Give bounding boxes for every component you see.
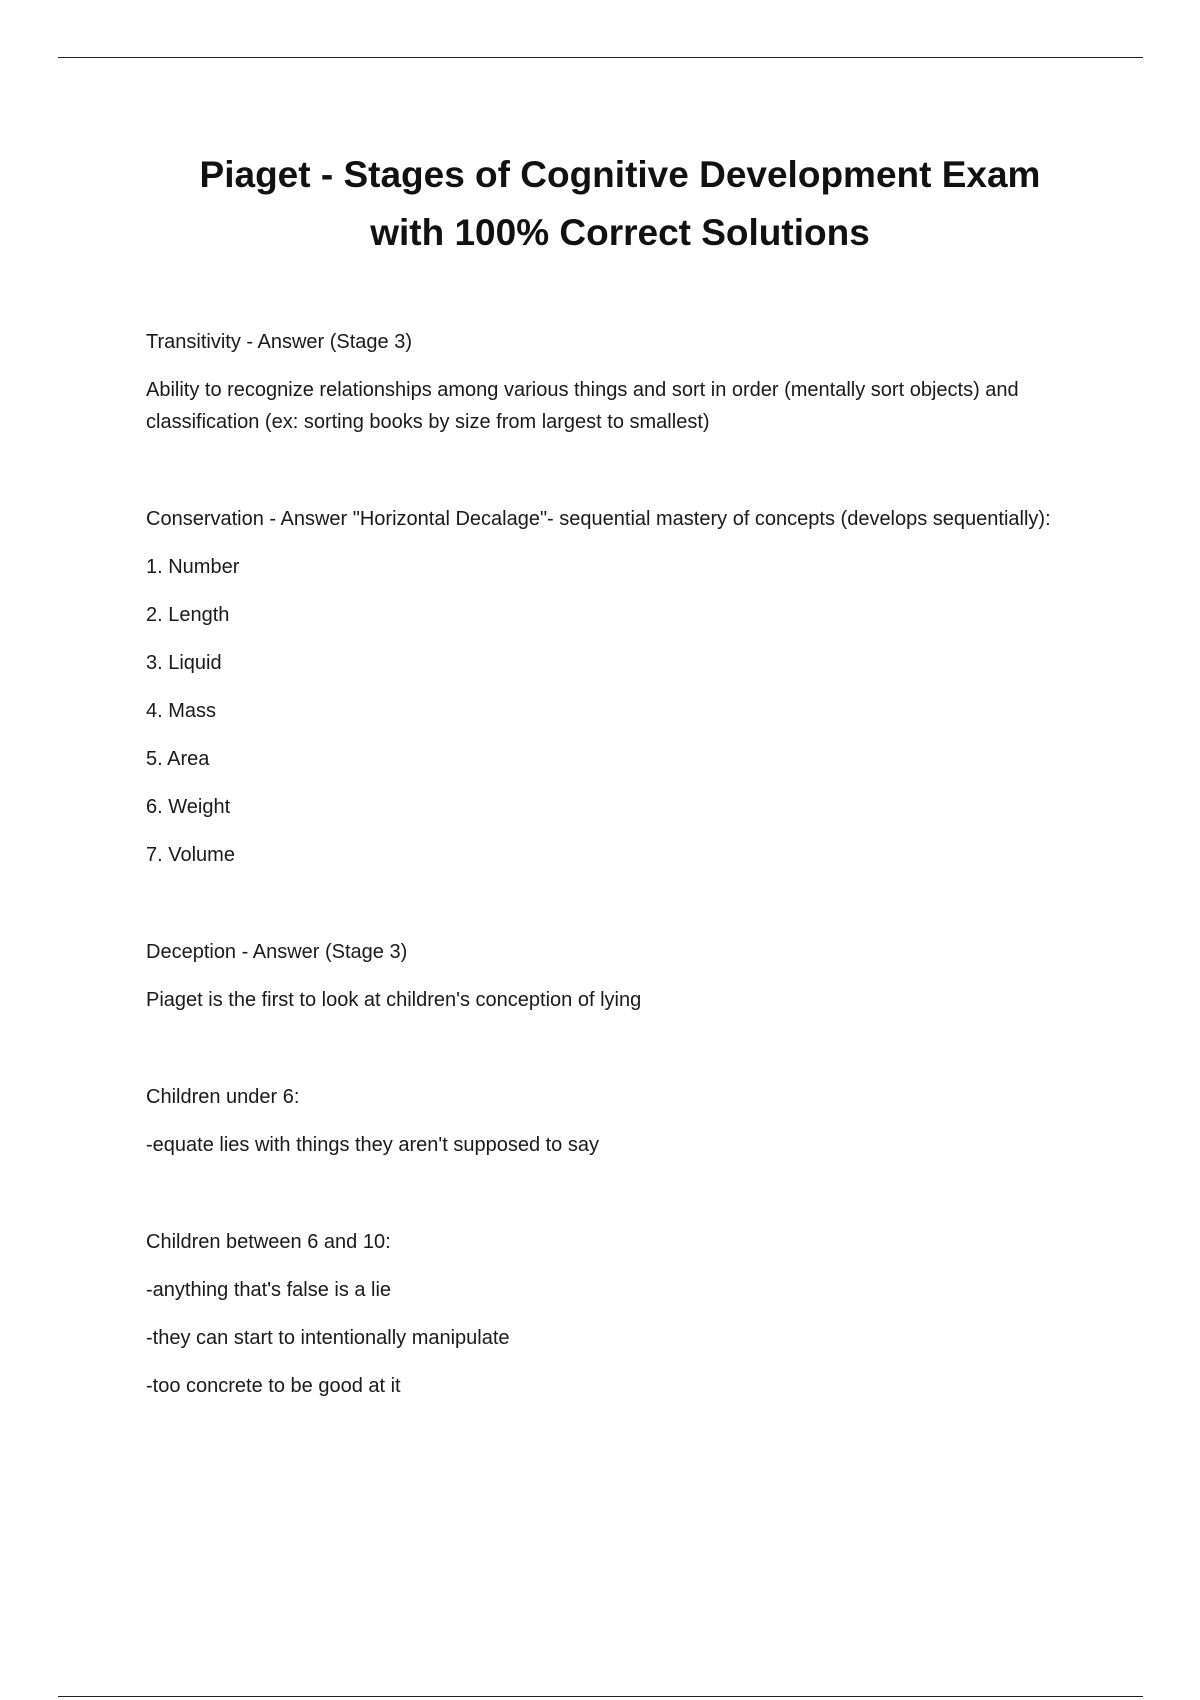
section-heading: Children under 6: [146,1086,300,1108]
list-item: 5. Area [146,748,210,770]
top-rule [58,57,1143,58]
list-item: 4. Mass [146,700,217,722]
list-item: 6. Weight [146,796,231,818]
document-body [146,326,1086,1418]
section-body: Piaget is the first to look at children's conception of lying [146,989,642,1011]
document-title [60,146,1180,262]
section-heading: Conservation - Answer "Horizontal Decalage"- sequential mastery of concepts (develops sequentially): [146,508,1051,530]
section-transitivity [146,326,1086,438]
section-heading: Deception - Answer (Stage 3) [146,941,408,963]
list-item: 3. Liquid [146,652,222,674]
section-heading: Transitivity - Answer (Stage 3) [146,331,413,353]
section-children-6-to-10 [146,1226,1086,1402]
title-line-2: with 100% Correct Solutions [370,212,870,253]
list-item: -anything that's false is a lie [146,1279,392,1301]
list-item: -they can start to intentionally manipulate [146,1327,510,1349]
section-heading: Children between 6 and 10: [146,1231,391,1253]
section-conservation [146,503,1086,871]
list-item: -equate lies with things they aren't supposed to say [146,1134,599,1156]
bottom-rule [58,1696,1143,1697]
list-item: 7. Volume [146,844,235,866]
section-deception [146,936,1086,1016]
list-item: 1. Number [146,556,240,578]
list-item: 2. Length [146,604,230,626]
section-children-under-6 [146,1081,1086,1161]
section-body: Ability to recognize relationships among various things and sort in order (mentally sort objects) and classification (ex: sorting books by size from largest to smallest) [146,379,1019,433]
title-line-1: Piaget - Stages of Cognitive Development Exam [199,154,1041,195]
list-item: -too concrete to be good at it [146,1375,401,1397]
